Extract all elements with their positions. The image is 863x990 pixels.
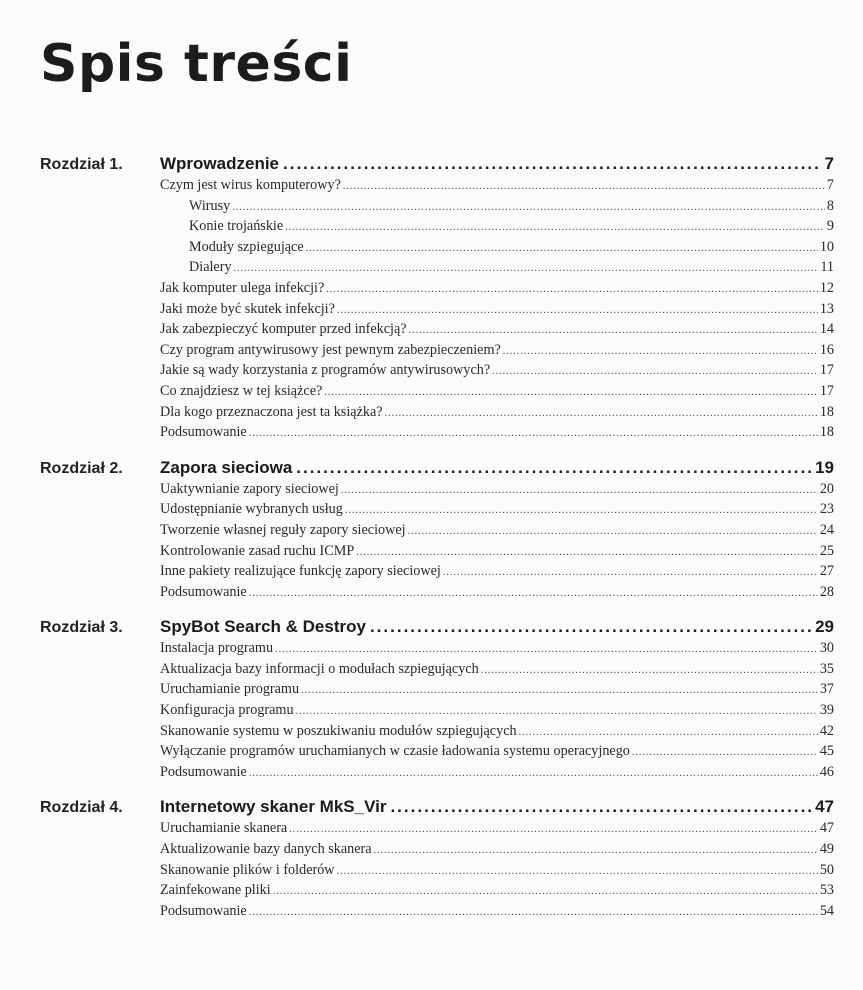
toc-entry-title: Tworzenie własnej reguły zapory sieciowej [160, 521, 406, 538]
toc-entry[interactable] [160, 764, 834, 785]
toc-entry[interactable] [160, 820, 834, 841]
toc-entry-page-number: 12 [819, 279, 834, 296]
toc-entry-title: Uaktywnianie zapory sieciowej [160, 480, 339, 497]
toc-entry[interactable] [160, 321, 834, 342]
dot-leader [481, 665, 818, 676]
chapter-title-line [160, 458, 834, 478]
dot-leader [232, 202, 825, 213]
chapter-heading[interactable] [0, 615, 863, 640]
chapter-number: Rozdział 1. [40, 156, 123, 173]
dot-leader [492, 366, 818, 377]
toc-entry-page-number: 7 [826, 177, 834, 193]
toc-entry[interactable] [160, 563, 834, 584]
toc-entry-page-number: 30 [819, 640, 834, 657]
dot-leader [632, 747, 818, 758]
toc-entry[interactable] [189, 239, 834, 260]
dot-leader [409, 325, 818, 336]
toc-entry[interactable] [160, 584, 834, 605]
toc-entry-title: Podsumowanie [160, 763, 247, 780]
dot-leader [341, 485, 818, 496]
chapter-section [0, 456, 863, 605]
toc-entry-title: Wirusy [189, 197, 231, 214]
dot-leader [289, 824, 818, 835]
toc-entry-page-number: 37 [819, 681, 834, 698]
table-of-contents [0, 152, 863, 934]
toc-entry[interactable] [160, 862, 834, 883]
page-title: Spis treści [40, 34, 353, 94]
toc-entry-title: Podsumowanie [160, 902, 247, 919]
toc-entry[interactable] [160, 342, 834, 363]
toc-entry-page-number: 20 [819, 480, 834, 497]
toc-entry-page-number: 23 [819, 501, 834, 518]
toc-entry-title: Jakie są wady korzystania z programów antywirusowych? [160, 362, 491, 379]
toc-entry-page-number: 54 [819, 902, 834, 919]
toc-entry-page-number: 14 [819, 321, 834, 338]
toc-entry-page-number: 17 [819, 382, 834, 399]
chapter-heading[interactable] [0, 456, 863, 481]
toc-entry-title: Konie trojańskie [189, 218, 284, 235]
toc-entry-title: Czym jest wirus komputerowy? [160, 177, 341, 193]
toc-entry-page-number: 9 [826, 218, 834, 235]
chapter-title: SpyBot Search & Destroy [160, 617, 366, 637]
toc-entry-title: Podsumowanie [160, 424, 247, 441]
dot-leader [324, 387, 818, 398]
dot-leader [343, 181, 825, 192]
dot-leader [285, 222, 825, 233]
toc-entry[interactable] [160, 543, 834, 564]
toc-entry-page-number: 39 [819, 702, 834, 719]
toc-entry-page-number: 11 [820, 259, 834, 276]
dot-leader [374, 845, 818, 856]
toc-entry-page-number: 8 [826, 197, 834, 214]
toc-entry[interactable] [160, 177, 834, 198]
chapter-section [0, 795, 863, 923]
chapter-title-line [160, 617, 834, 637]
toc-entry[interactable] [160, 362, 834, 383]
chapter-number: Rozdział 3. [40, 619, 123, 637]
toc-entry[interactable] [160, 681, 834, 702]
chapter-title: Internetowy skaner MkS_Vir [160, 797, 387, 817]
dot-leader [390, 797, 811, 817]
toc-entry-page-number: 17 [819, 362, 834, 379]
toc-entry-title: Uruchamianie programu [160, 681, 300, 698]
chapter-title: Zapora sieciowa [160, 457, 293, 477]
toc-entry-page-number: 16 [819, 341, 834, 358]
toc-entry-page-number: 50 [819, 861, 834, 878]
toc-entry[interactable] [160, 903, 834, 924]
dot-leader [296, 706, 818, 717]
dot-leader [519, 727, 818, 738]
toc-entry-page-number: 35 [819, 660, 834, 677]
chapter-heading[interactable] [0, 152, 863, 177]
dot-leader [275, 644, 818, 655]
toc-entry-title: Czy program antywirusowy jest pewnym zabezpieczeniem? [160, 341, 501, 358]
toc-entry[interactable] [160, 424, 834, 445]
toc-entry[interactable] [160, 882, 834, 903]
toc-entry-page-number: 25 [819, 542, 834, 559]
dot-leader [337, 866, 818, 877]
toc-entry-title: Podsumowanie [160, 583, 247, 600]
chapter-title: Wprowadzenie [160, 154, 280, 173]
dot-leader [249, 768, 818, 779]
dot-leader [356, 547, 818, 558]
toc-entry-page-number: 24 [819, 521, 834, 538]
toc-entry[interactable] [189, 198, 834, 219]
toc-entry[interactable] [160, 501, 834, 522]
toc-entry-page-number: 28 [819, 583, 834, 600]
chapter-page-number: 47 [815, 797, 834, 817]
toc-entry-page-number: 46 [819, 763, 834, 780]
dot-leader [234, 263, 819, 274]
dot-leader [249, 588, 818, 599]
toc-entry[interactable] [160, 702, 834, 723]
toc-entry[interactable] [189, 259, 834, 280]
chapter-number: Rozdział 4. [40, 799, 123, 817]
dot-leader [301, 685, 818, 696]
toc-entry-title: Jaki może być skutek infekcji? [160, 300, 335, 317]
dot-leader [408, 526, 818, 537]
toc-entry[interactable] [189, 218, 834, 239]
toc-entry[interactable] [160, 404, 834, 425]
toc-entry[interactable] [160, 640, 834, 661]
toc-entry-title: Skanowanie plików i folderów [160, 861, 335, 878]
dot-leader [385, 408, 818, 419]
dot-leader [326, 284, 818, 295]
chapter-page-number: 29 [815, 617, 834, 637]
toc-entry-page-number: 27 [819, 563, 834, 580]
toc-entry-title: Aktualizowanie bazy danych skanera [160, 841, 372, 858]
toc-entry[interactable] [160, 661, 834, 682]
dot-leader [337, 305, 818, 316]
toc-entry-title: Aktualizacja bazy informacji o modułach szpiegujących [160, 660, 479, 677]
toc-entry[interactable] [160, 280, 834, 301]
chapter-title-line [160, 154, 834, 174]
toc-entry-page-number: 18 [819, 424, 834, 441]
toc-entry-title: Skanowanie systemu w poszukiwaniu modułów szpiegujących [160, 722, 517, 739]
toc-entry-title: Jak zabezpieczyć komputer przed infekcją? [160, 321, 407, 338]
toc-entry-title: Udostępnianie wybranych usług [160, 501, 343, 518]
toc-entry-title: Zainfekowane pliki [160, 882, 271, 899]
chapter-heading[interactable] [0, 795, 863, 820]
toc-entry-page-number: 42 [819, 722, 834, 739]
toc-entry-page-number: 13 [819, 300, 834, 317]
toc-entry-title: Wyłączanie programów uruchamianych w czasie ładowania systemu operacyjnego [160, 743, 630, 760]
dot-leader [283, 154, 821, 174]
toc-entry-page-number: 53 [819, 882, 834, 899]
chapter-number: Rozdział 2. [40, 459, 123, 477]
toc-entry[interactable] [160, 743, 834, 764]
toc-entry-title: Jak komputer ulega infekcji? [160, 279, 325, 296]
toc-entry[interactable] [160, 522, 834, 543]
chapter-section [0, 615, 863, 784]
dot-leader [370, 617, 811, 637]
dot-leader [296, 458, 811, 478]
chapter-page-number: 19 [815, 457, 834, 477]
toc-entry-title: Konfiguracja programu [160, 702, 294, 719]
toc-entry-title: Instalacja programu [160, 640, 274, 657]
toc-entry-title: Dialery [189, 259, 232, 276]
toc-entry-title: Dla kogo przeznaczona jest ta książka? [160, 403, 383, 420]
chapter-page-number: 7 [824, 154, 834, 173]
toc-entry-title: Inne pakiety realizujące funkcję zapory sieciowej [160, 563, 441, 580]
dot-leader [443, 567, 818, 578]
chapter-title-line [160, 797, 834, 817]
toc-entry-title: Kontrolowanie zasad ruchu ICMP [160, 542, 355, 559]
toc-entry-title: Uruchamianie skanera [160, 820, 288, 837]
toc-entry-title: Co znajdziesz w tej książce? [160, 382, 323, 399]
toc-entry-page-number: 10 [819, 238, 834, 255]
dot-leader [249, 428, 818, 439]
toc-entry[interactable] [160, 301, 834, 322]
dot-leader [249, 907, 818, 918]
toc-entry-page-number: 47 [819, 820, 834, 837]
toc-entry[interactable] [160, 841, 834, 862]
toc-entry[interactable] [160, 383, 834, 404]
toc-entry-page-number: 45 [819, 743, 834, 760]
dot-leader [503, 346, 818, 357]
toc-entry-page-number: 18 [819, 403, 834, 420]
dot-leader [306, 243, 818, 254]
toc-entry[interactable] [160, 481, 834, 502]
toc-entry[interactable] [160, 723, 834, 744]
toc-entry-page-number: 49 [819, 841, 834, 858]
dot-leader [273, 886, 818, 897]
toc-entry-title: Moduły szpiegujące [189, 238, 304, 255]
chapter-section [0, 152, 863, 445]
dot-leader [345, 505, 818, 516]
